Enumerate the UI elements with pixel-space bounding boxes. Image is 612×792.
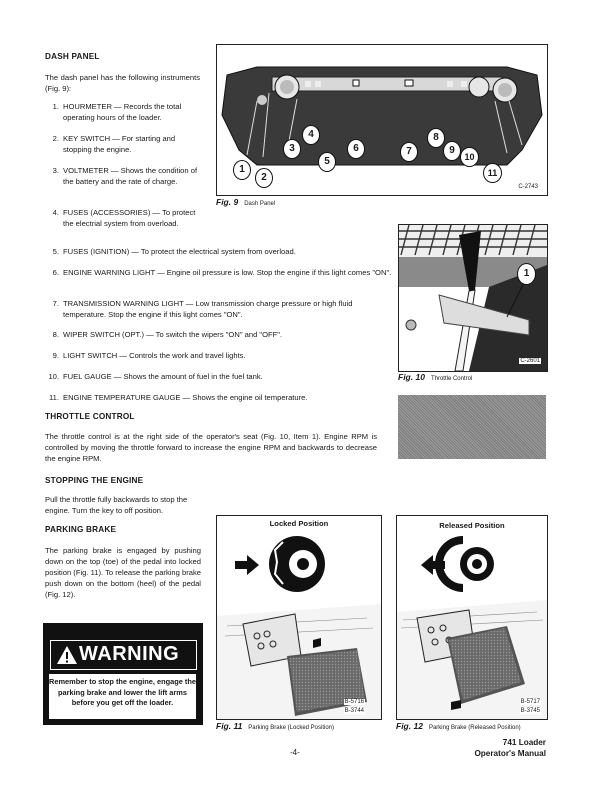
item-text: TRANSMISSION WARNING LIGHT — Low transmission charge pressure or high fluid temperature. Stop the engine if this light comes "ON". — [63, 299, 353, 319]
item-number: 9. — [52, 351, 59, 360]
fig12-caption-text: Parking Brake (Released Position) — [428, 725, 521, 731]
fig10-code: C-2601 — [520, 358, 540, 364]
item-text: WIPER SWITCH (OPT.) — To switch the wipers "ON" and "OFF". — [63, 330, 283, 339]
warning-title: WARNING — [79, 643, 180, 665]
item-number: 1. — [52, 102, 59, 111]
dash-panel-heading: DASH PANEL — [45, 52, 100, 61]
stopping-text: Pull the throttle fully backwards to stop the engine. Turn the key to off position. — [45, 495, 188, 515]
item-number: 8. — [52, 330, 59, 339]
list-item — [45, 329, 395, 340]
callout-11: 11 — [483, 163, 502, 183]
fig12-label: Fig. 12 — [396, 721, 423, 731]
fig12-caption — [396, 721, 521, 731]
fig12-code-1: B-5717 — [520, 699, 540, 705]
fig9-label: Fig. 9 — [216, 197, 239, 207]
fig12-illustration — [396, 515, 548, 720]
footer-model: 741 Loader — [502, 738, 546, 747]
item-number: 10. — [48, 372, 59, 381]
callout-4: 4 — [302, 125, 320, 145]
released-brake-drawing — [397, 516, 547, 719]
item-number: 7. — [52, 299, 59, 308]
callout-6: 6 — [347, 139, 365, 159]
fig9-code: C-2743 — [518, 184, 538, 190]
item-text: ENGINE WARNING LIGHT — Engine oil pressure is low. Stop the engine if this light comes "ON". — [63, 268, 392, 277]
item-text: FUSES (IGNITION) — To protect the electrical system from overload. — [63, 247, 296, 256]
fig11-code-2: B-3744 — [344, 708, 364, 714]
list-item — [45, 207, 205, 240]
callout-2: 2 — [255, 168, 273, 188]
callout-10: 10 — [460, 147, 479, 167]
warning-triangle-icon — [56, 645, 78, 665]
fig9-caption — [216, 197, 275, 207]
page-number: -4- — [290, 748, 300, 757]
callout-9: 9 — [443, 141, 461, 161]
callout-7: 7 — [400, 142, 418, 162]
gray-photo — [398, 395, 546, 459]
fig11-title: Locked Position — [269, 519, 329, 528]
item-number: 11. — [49, 393, 59, 402]
list-item — [45, 392, 395, 403]
throttle-heading: THROTTLE CONTROL — [45, 412, 135, 421]
fig12-code-2: B-3745 — [520, 708, 540, 714]
list-item — [45, 101, 205, 123]
warning-text: Remember to stop the engine, engage the parking brake and lower the lift arms before you get off the loader. — [49, 674, 196, 719]
fig10-illustration — [398, 224, 548, 372]
fig10-label: Fig. 10 — [398, 372, 425, 382]
callout-3: 3 — [283, 139, 301, 159]
callout-1: 1 — [233, 160, 251, 180]
fig11-code-1: B-5716 — [344, 699, 364, 705]
item-text: FUEL GAUGE — Shows the amount of fuel in the fuel tank. — [63, 372, 263, 381]
callout-8: 8 — [427, 128, 445, 148]
fig9-caption-text: Dash Panel — [244, 201, 276, 207]
warning-box — [43, 623, 203, 725]
fig12-title: Released Position — [439, 521, 505, 530]
fig11-caption-text: Parking Brake (Locked Position) — [248, 725, 335, 731]
list-item — [45, 246, 395, 257]
item-text: ENGINE TEMPERATURE GAUGE — Shows the engine oil temperature. — [63, 393, 308, 402]
callout-1: 1 — [517, 263, 536, 285]
parking-heading: PARKING BRAKE — [45, 525, 117, 534]
list-item — [45, 165, 205, 198]
item-text: FUSES (ACCESSORIES) — To protect the electrial system from overload. — [63, 208, 196, 228]
item-text: VOLTMETER — Shows the condition of the battery and the rate of charge. — [63, 166, 198, 186]
warning-banner — [50, 640, 197, 670]
fig11-label: Fig. 11 — [216, 721, 243, 731]
fig10-caption-text: Throttle Control — [430, 376, 473, 382]
footer-manual: Operator's Manual — [474, 749, 546, 758]
parking-text: The parking brake is engaged by pushing down on the top (toe) of the pedal into locked position (Fig. 11). To release the parking brake push down on the bottom (heel) of the pedal (Fig. 12). — [45, 546, 201, 599]
dash-panel-intro: The dash panel has the following instruments (Fig. 9): — [45, 73, 200, 93]
list-item — [45, 298, 395, 320]
callout-5: 5 — [318, 152, 336, 172]
item-number: 4. — [52, 208, 59, 217]
fig10-caption — [398, 372, 472, 382]
item-number: 6. — [52, 268, 59, 277]
fig11-caption — [216, 721, 334, 731]
fig9-illustration — [216, 44, 548, 196]
fig11-illustration — [216, 515, 382, 720]
stopping-heading: STOPPING THE ENGINE — [45, 476, 144, 485]
throttle-text: The throttle control is at the right side of the operator's seat (Fig. 10, Item 1). Engine RPM is controlled by moving the throttle forward to increase the engine RPM and backwards to decrease the engine RPM. — [45, 432, 377, 463]
throttle-drawing — [399, 225, 547, 371]
item-number: 2. — [52, 134, 59, 143]
list-item — [45, 350, 395, 361]
item-number: 3. — [52, 166, 59, 175]
list-item — [45, 133, 205, 155]
list-item — [45, 267, 395, 289]
item-number: 5. — [52, 247, 59, 256]
item-text: LIGHT SWITCH — Controls the work and travel lights. — [63, 351, 246, 360]
locked-brake-drawing — [217, 516, 381, 719]
item-text: HOURMETER — Records the total operating hours of the loader. — [63, 102, 182, 122]
list-item — [45, 371, 395, 382]
item-text: KEY SWITCH — For starting and stopping the engine. — [63, 134, 176, 154]
